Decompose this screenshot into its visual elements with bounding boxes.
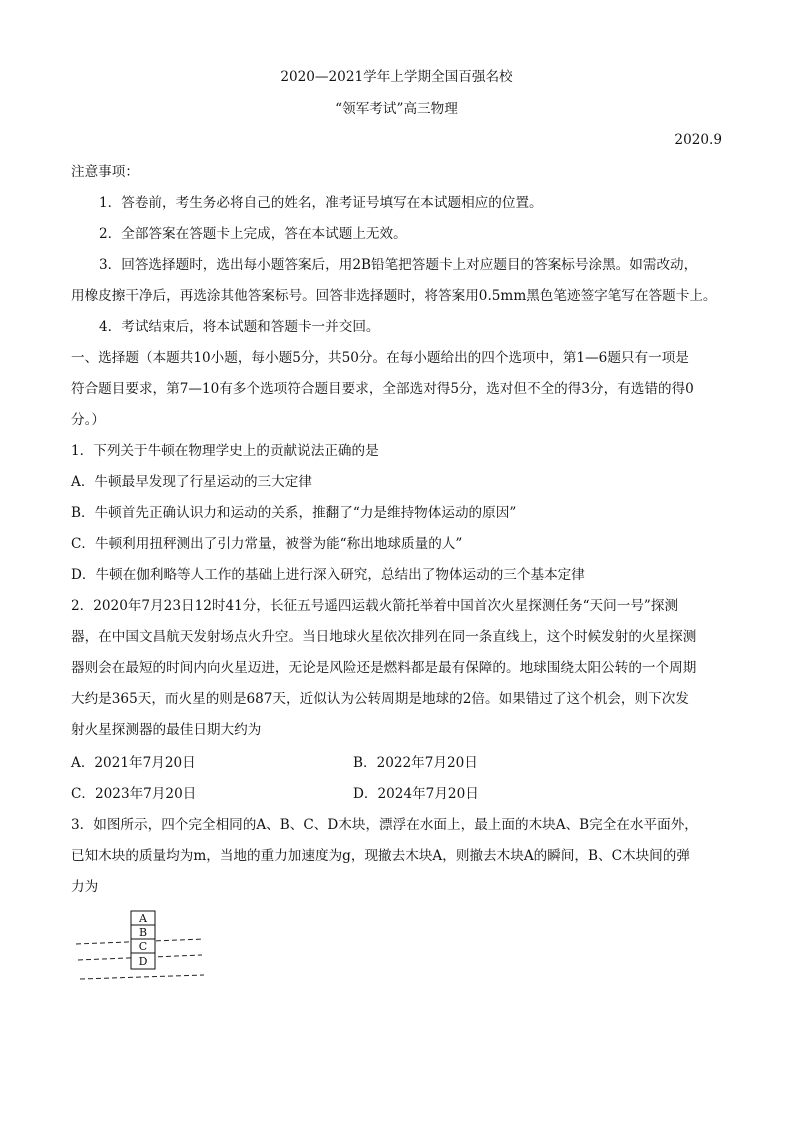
- question-1-option-a: A．牛顿最早发现了行星运动的三大定律: [71, 474, 312, 490]
- question-2-option-a: A．2021年7月20日: [71, 755, 196, 771]
- exam-subtitle: “领军考试”高三物理: [335, 101, 458, 117]
- notice-item: 2．全部答案在答题卡上完成，答在本试题上无效。: [99, 226, 407, 242]
- block-a-label: A: [139, 912, 147, 925]
- question-2-stem: 大约是365天，而火星的则是687天，近似认为公转周期是地球的2倍。如果错过了这个机会，则下次发: [71, 691, 689, 707]
- block-c-label: C: [138, 940, 148, 953]
- question-1-stem: 1．下列关于牛顿在物理学史上的贡献说法正确的是: [71, 443, 379, 459]
- section-instructions: 符合题目要求，第7—10有多个选项符合题目要求，全部选对得5分，选对但不全的得3分，有选错的得0: [71, 381, 694, 397]
- exam-title: 2020—2021学年上学期全国百强名校: [280, 69, 513, 85]
- water-line-3: [80, 975, 204, 979]
- section-instructions: 分。）: [71, 412, 105, 428]
- notice-item: 3．回答选择题时，选出每小题答案后，用2B铅笔把答题卡上对应题目的答案标号涂黑。如需改动，: [99, 257, 698, 273]
- question-1-option-d: D．牛顿在伽利略等人工作的基础上进行深入研究，总结出了物体运动的三个基本定律: [71, 567, 585, 583]
- notice-item-continued: 用橡皮擦干净后，再选涂其他答案标号。回答非选择题时，将答案用0.5mm黑色笔迹签字笔写在答题卡上。: [71, 288, 717, 304]
- exam-date: 2020.9: [674, 132, 722, 148]
- section-instructions: 一、选择题（本题共10小题，每小题5分，共50分。在每小题给出的四个选项中，第1—6题只有一项是: [71, 350, 689, 366]
- question-2-option-c: C．2023年7月20日: [71, 786, 197, 802]
- block-d-label: D: [138, 955, 148, 968]
- question-1-option-c: C．牛顿利用扭秤测出了引力常量，被誉为能“称出地球质量的人”: [71, 536, 463, 552]
- question-2-stem: 器则会在最短的时间内向火星迈进，无论是风险还是燃料都是最有保障的。地球围绕太阳公转的一个周期: [71, 660, 697, 676]
- question-1-option-b: B．牛顿首先正确认识力和运动的关系，推翻了“力是维持物体运动的原因”: [71, 505, 517, 521]
- question-2-stem: 器，在中国文昌航天发射场点火升空。当日地球火星依次排列在同一条直线上，这个时候发射的火星探测: [71, 629, 697, 645]
- question-3-stem: 已知木块的质量均为m，当地的重力加速度为g，现撤去木块A，则撤去木块A的瞬间，B、C木块间的弹: [71, 848, 690, 864]
- notice-heading: 注意事项：: [71, 164, 139, 180]
- question-2-stem: 射火星探测器的最佳日期大约为: [71, 722, 262, 738]
- question-2-option-b: B．2022年7月20日: [353, 755, 478, 771]
- notice-item: 1．答卷前，考生务必将自己的姓名，准考证号填写在本试题相应的位置。: [99, 195, 543, 211]
- floating-blocks-figure: [74, 905, 210, 985]
- question-3-stem: 3．如图所示，四个完全相同的A、B、C、D木块，漂浮在水面上，最上面的木块A、B完全在水平面外，: [71, 817, 698, 833]
- question-2-option-d: D．2024年7月20日: [353, 786, 479, 802]
- question-3-stem: 力为: [71, 879, 99, 895]
- block-b-label: B: [138, 926, 148, 939]
- notice-item: 4．考试结束后，将本试题和答题卡一并交回。: [99, 319, 380, 335]
- question-2-stem: 2．2020年7月23日12时41分，长征五号遥四运载火箭托举着中国首次火星探测任务“天问一号”探测: [71, 598, 679, 614]
